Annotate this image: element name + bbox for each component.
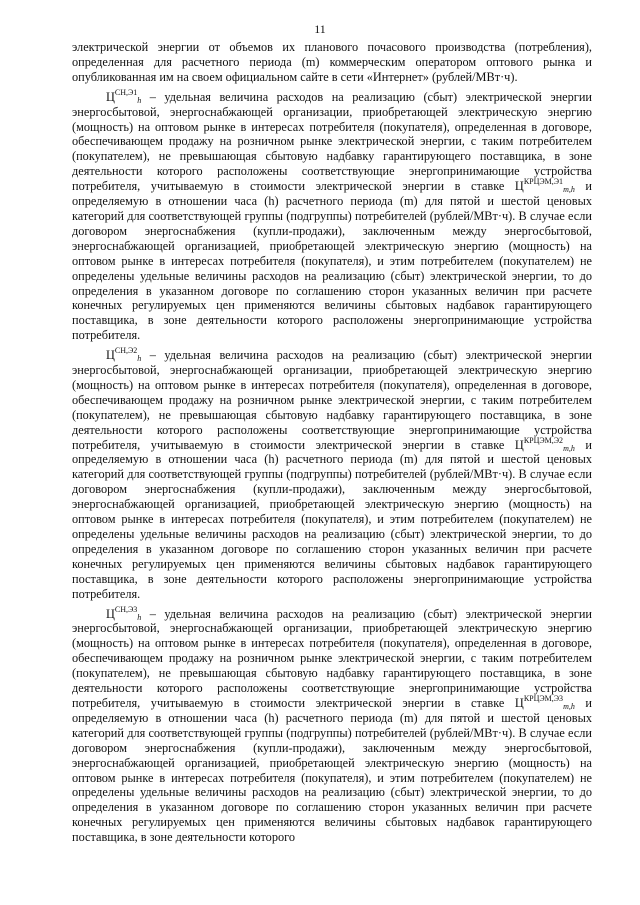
- rate-subscript: m,h: [563, 185, 575, 195]
- paragraph-text: и определяемую в отношении часа (h) расчетного периода (m) для пятой и шестой ценовых категорий для соответствующей группы (подгруппы) потребителей (рублей/МВт·ч). В случае если договором энергоснабжения (купли-продажи), заключенным между энергосбытовой, энергоснабжающей организацией, приобретающей электрическую энергию (мощность) на оптовом рынке в интересах потребителя (покупателя), и этим потребителем (покупателем) не определены удельные величины расходов на реализацию (сбыт) электрической энергии, то до определения в указанном договоре по соглашению сторон указанных величин при расчете конечных регулируемых цен применяются величины сбытовых надбавок гарантирующего поставщика, в зоне деятельности которого расположены энергопринимающие устройства потребителя.: [72, 437, 592, 601]
- paragraph-text: – удельная величина расходов на реализацию (сбыт) электрической энергии энергосбытовой, энергоснабжающей организации, приобретающей электрическую энергию (мощность) на оптовом рынке в интересах потребителя (покупателя), определенная в договоре, обеспечивающем продажу на розничном рынке электрической энергии, с таким потребителем (покупателем), не превышающая сбытовую надбавку гарантирующего поставщика, в зоне деятельности которого расположены соответствующие энергопринимающие устройства потребителя, учитываемую в стоимости электрической энергии в ставке Ц: [72, 89, 592, 194]
- rate-subscript: m,h: [563, 701, 575, 711]
- symbol-superscript: СН,Э3: [114, 604, 138, 614]
- rate-superscript: КРЦЭМ,Э1: [523, 177, 564, 187]
- document-body: [72, 40, 592, 850]
- paragraph-text: и определяемую в отношении часа (h) расчетного периода (m) для пятой и шестой ценовых категорий для соответствующей группы (подгруппы) потребителей (рублей/МВт·ч). В случае если договором энергоснабжения (купли-продажи), заключенным между энергосбытовой, энергоснабжающей организацией, приобретающей электрическую энергию (мощность) на оптовом рынке в интересах потребителя (покупателя), и этим потребителем (покупателем) не определены удельные величины расходов на реализацию (сбыт) электрической энергии, то до определения в указанном договоре по соглашению сторон указанных величин при расчете конечных регулируемых цен применяются величины сбытовых надбавок гарантирующего поставщика, в зоне деятельности которого: [72, 695, 592, 845]
- paragraph-text: – удельная величина расходов на реализацию (сбыт) электрической энергии энергосбытовой, энергоснабжающей организации, приобретающей электрическую энергию (мощность) на оптовом рынке в интересах потребителя (покупателя), определенная в договоре, обеспечивающем продажу на розничном рынке электрической энергии, с таким потребителем (покупателем), не превышающая сбытовую надбавку гарантирующего поставщика, в зоне деятельности которого расположены соответствующие энергопринимающие устройства потребителя, учитываемую в стоимости электрической энергии в ставке Ц: [72, 606, 592, 710]
- paragraph-definition-e1: [72, 87, 592, 343]
- symbol-subscript: h: [137, 354, 142, 364]
- paragraph-text: электрической энергии от объемов их планового почасового производства (потребления), определенная для расчетного периода (m) коммерческим оператором оптового рынка и опубликованная им на своем официальном сайте в сети «Интернет» (рублей/МВт·ч).: [72, 40, 592, 84]
- symbol-subscript: h: [137, 612, 142, 622]
- rate-subscript: m,h: [563, 443, 575, 453]
- paragraph-definition-e2: [72, 348, 592, 601]
- symbol-letter: Ц: [106, 348, 115, 363]
- symbol-c-sn-e3: [106, 604, 142, 622]
- rate-superscript: КРЦЭМ,Э2: [523, 435, 564, 445]
- rate-superscript: КРЦЭМ,Э3: [523, 693, 564, 703]
- symbol-letter: Ц: [106, 89, 115, 104]
- paragraph-continuation: [72, 40, 592, 85]
- symbol-subscript: h: [137, 95, 142, 105]
- paragraph-text: и определяемую в отношении часа (h) расчетного периода (m) для пятой и шестой ценовых категорий для соответствующей группы (подгруппы) потребителей (рублей/МВт·ч). В случае если договором энергоснабжения (купли-продажи), заключенным между энергосбытовой, энергоснабжающей организацией, приобретающей электрическую энергию (мощность) на оптовом рынке в интересах потребителя (покупателя), и этим потребителем (покупателем) не определены удельные величины расходов на реализацию (сбыт) электрической энергии, то до определения в указанном договоре по соглашению сторон указанных величин при расчете конечных регулируемых цен применяются величины сбытовых надбавок гарантирующего поставщика, в зоне деятельности которого расположены энергопринимающие устройства потребителя.: [72, 179, 592, 343]
- symbol-c-sn-e1: [106, 87, 142, 105]
- symbol-letter: Ц: [106, 606, 115, 621]
- page-number: 11: [314, 22, 326, 36]
- symbol-c-sn-e2: [106, 348, 141, 362]
- paragraph-text: – удельная величина расходов на реализацию (сбыт) электрической энергии энергосбытовой, энергоснабжающей организации, приобретающей электрическую энергию (мощность) на оптовом рынке в интересах потребителя (покупателя), определенная в договоре, обеспечивающем продажу на розничном рынке электрической энергии, с таким потребителем (покупателем), не превышающая сбытовую надбавку гарантирующего поставщика, в зоне деятельности которого расположены соответствующие энергопринимающие устройства потребителя, учитываемую в стоимости электрической энергии в ставке Ц: [72, 348, 592, 452]
- symbol-superscript: СН,Э2: [114, 346, 138, 356]
- paragraph-definition-e3: [72, 604, 592, 846]
- symbol-superscript: СН,Э1: [114, 87, 138, 97]
